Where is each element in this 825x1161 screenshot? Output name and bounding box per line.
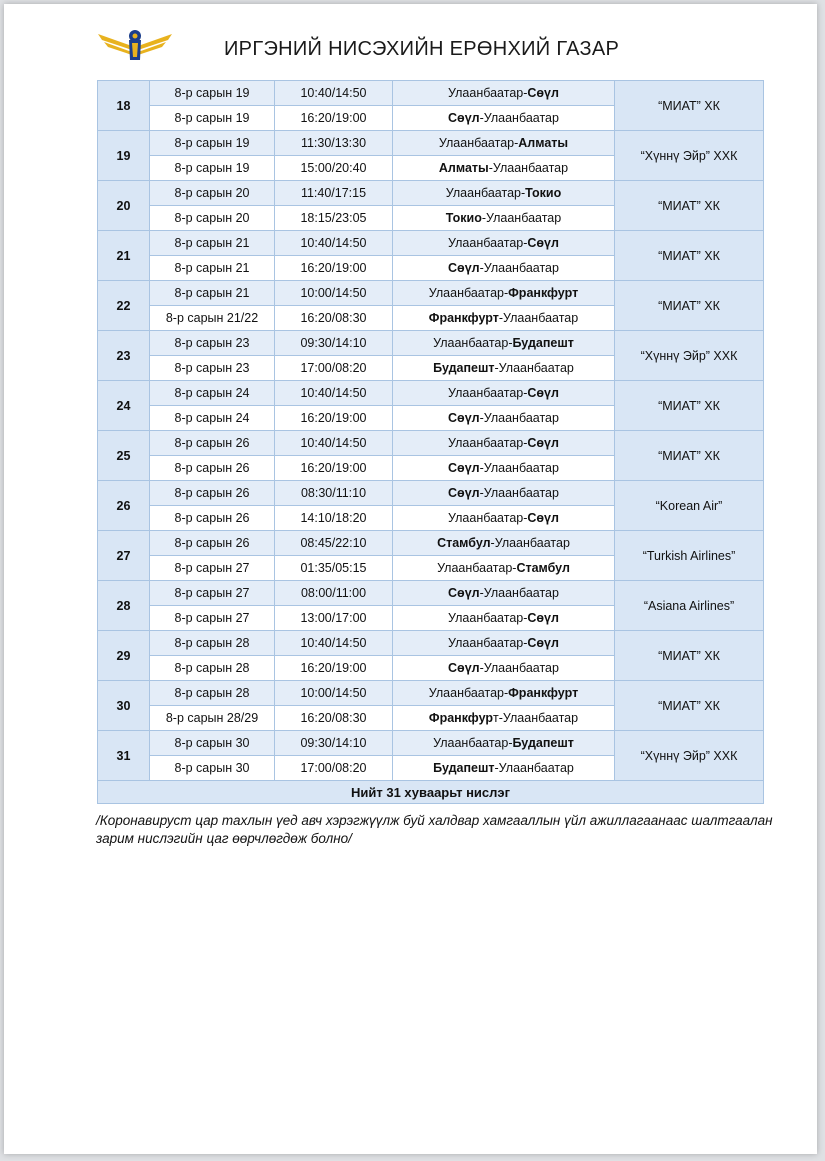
flight-date: 8-р сарын 28	[150, 656, 275, 681]
flight-route	[393, 256, 615, 281]
route-origin: Улаанбаатар-	[448, 511, 528, 525]
flight-time: 10:40/14:50	[275, 381, 393, 406]
table-row	[98, 431, 764, 456]
flight-date: 8-р сарын 21	[150, 256, 275, 281]
flight-number: 21	[98, 231, 150, 281]
route-origin: Сөүл	[448, 661, 480, 675]
flight-route	[393, 656, 615, 681]
table-row	[98, 181, 764, 206]
flight-number: 20	[98, 181, 150, 231]
flight-time: 08:45/22:10	[275, 531, 393, 556]
flight-date: 8-р сарын 19	[150, 106, 275, 131]
route-destination: -Улаанбаатар	[479, 586, 559, 600]
flight-route	[393, 531, 615, 556]
airline-name: “МИАТ” ХК	[615, 231, 764, 281]
flight-route	[393, 631, 615, 656]
flight-time: 16:20/19:00	[275, 656, 393, 681]
airline-name: “Asiana Airlines”	[615, 581, 764, 631]
flight-route	[393, 556, 615, 581]
route-destination: -Улаанбаатар	[479, 461, 559, 475]
table-row	[98, 81, 764, 106]
table-row	[98, 131, 764, 156]
flight-route	[393, 181, 615, 206]
flight-time: 16:20/19:00	[275, 256, 393, 281]
flight-time: 08:30/11:10	[275, 481, 393, 506]
route-origin: Сөүл	[448, 411, 480, 425]
flight-route	[393, 681, 615, 706]
route-destination: Сөүл	[527, 436, 559, 450]
flight-time: 16:20/08:30	[275, 706, 393, 731]
flight-date: 8-р сарын 24	[150, 381, 275, 406]
flight-time: 17:00/08:20	[275, 356, 393, 381]
flight-date: 8-р сарын 21	[150, 231, 275, 256]
route-origin: Токио	[445, 211, 482, 225]
route-destination: -Улаанбаатар	[479, 261, 559, 275]
flight-date: 8-р сарын 30	[150, 731, 275, 756]
route-destination: Сөүл	[527, 236, 559, 250]
flight-route	[393, 306, 615, 331]
route-origin: Улаанбаатар-	[445, 186, 526, 200]
flight-date: 8-р сарын 27	[150, 606, 275, 631]
route-origin: Улаанбаатар-	[438, 136, 519, 150]
airline-name: “МИАТ” ХК	[615, 181, 764, 231]
flight-time: 15:00/20:40	[275, 156, 393, 181]
airline-name: “Хүннү Эйр” ХХК	[615, 731, 764, 781]
flight-number: 19	[98, 131, 150, 181]
airline-name: “МИАТ” ХК	[615, 431, 764, 481]
flight-date: 8-р сарын 30	[150, 756, 275, 781]
route-origin: Сөүл	[448, 111, 480, 125]
route-destination: Будапешт	[512, 736, 574, 750]
table-row	[98, 331, 764, 356]
route-origin: Улаанбаатар-	[448, 611, 528, 625]
flight-date: 8-р сарын 26	[150, 431, 275, 456]
flight-schedule-table	[97, 80, 764, 804]
flight-route	[393, 606, 615, 631]
flight-date: 8-р сарын 27	[150, 556, 275, 581]
flight-time: 01:35/05:15	[275, 556, 393, 581]
route-origin: Улаанбаатар-	[448, 636, 528, 650]
flight-time: 16:20/19:00	[275, 106, 393, 131]
route-destination: Сөүл	[527, 636, 559, 650]
route-destination: Будапешт	[512, 336, 574, 350]
table-row	[98, 731, 764, 756]
flight-time: 10:40/14:50	[275, 81, 393, 106]
route-destination: -Улаанбаатар	[494, 361, 574, 375]
route-destination: Франкфурт	[508, 286, 579, 300]
flight-date: 8-р сарын 23	[150, 356, 275, 381]
flight-date: 8-р сарын 20	[150, 181, 275, 206]
flight-time: 13:00/17:00	[275, 606, 393, 631]
flight-time: 16:20/19:00	[275, 406, 393, 431]
document-page	[4, 4, 817, 1154]
route-origin: Улаанбаатар-	[448, 436, 528, 450]
flight-time: 10:40/14:50	[275, 431, 393, 456]
route-destination: Токио	[525, 186, 562, 200]
flight-number: 22	[98, 281, 150, 331]
route-origin: Улаанбаатар-	[448, 386, 528, 400]
route-destination: Франкфурт	[508, 686, 579, 700]
flight-number: 23	[98, 331, 150, 381]
route-destination: -Улаанбаатар	[481, 211, 562, 225]
airline-name: “МИАТ” ХК	[615, 681, 764, 731]
flight-date: 8-р сарын 26	[150, 506, 275, 531]
airline-name: “Turkish Airlines”	[615, 531, 764, 581]
table-row	[98, 231, 764, 256]
route-origin: Улаанбаатар-	[428, 286, 509, 300]
flight-number: 31	[98, 731, 150, 781]
flight-time: 10:40/14:50	[275, 231, 393, 256]
flight-route	[393, 81, 615, 106]
airline-name: “МИАТ” ХК	[615, 381, 764, 431]
schedule-note: /Коронавируст цар тахлын үед авч хэрэгжүүлж буй халдвар хамгааллын үйл ажиллагаанаас шалтгаалан зарим нислэгийн цаг өөрчлөгдөж болно/	[96, 813, 773, 846]
flight-time: 16:20/19:00	[275, 456, 393, 481]
flight-route	[393, 756, 615, 781]
flight-number: 26	[98, 481, 150, 531]
airline-name: “Korean Air”	[615, 481, 764, 531]
route-origin: Улаанбаатар-	[448, 236, 528, 250]
route-origin: Улаанбаатар-	[433, 736, 513, 750]
route-destination: -Улаанбаатар	[479, 111, 559, 125]
route-origin: Улаанбаатар-	[448, 86, 528, 100]
flight-time: 10:40/14:50	[275, 631, 393, 656]
flight-date: 8-р сарын 28	[150, 631, 275, 656]
flight-time: 18:15/23:05	[275, 206, 393, 231]
flight-date: 8-р сарын 23	[150, 331, 275, 356]
flight-route	[393, 481, 615, 506]
route-origin: Франкфур	[428, 711, 493, 725]
flight-date: 8-р сарын 27	[150, 581, 275, 606]
flight-date: 8-р сарын 21	[150, 281, 275, 306]
flight-number: 30	[98, 681, 150, 731]
route-origin: Улаанбаатар-	[428, 686, 509, 700]
table-row	[98, 781, 764, 804]
flight-date: 8-р сарын 28	[150, 681, 275, 706]
flight-route	[393, 106, 615, 131]
flight-route	[393, 406, 615, 431]
airline-name: “МИАТ” ХК	[615, 81, 764, 131]
route-destination: -Улаанбаатар	[488, 161, 569, 175]
flight-route	[393, 231, 615, 256]
flight-route	[393, 331, 615, 356]
flight-time: 08:00/11:00	[275, 581, 393, 606]
total-flights: Нийт 31 хуваарьт нислэг	[98, 781, 764, 804]
flight-route	[393, 281, 615, 306]
flight-date: 8-р сарын 19	[150, 156, 275, 181]
flight-time: 09:30/14:10	[275, 331, 393, 356]
flight-time: 10:00/14:50	[275, 681, 393, 706]
table-row	[98, 381, 764, 406]
route-destination: Сөүл	[527, 86, 559, 100]
airline-name: “Хүннү Эйр” ХХК	[615, 331, 764, 381]
table-row	[98, 531, 764, 556]
flight-route	[393, 206, 615, 231]
flight-number: 29	[98, 631, 150, 681]
civil-aviation-emblem-icon	[96, 26, 174, 66]
flight-route	[393, 356, 615, 381]
flight-date: 8-р сарын 28/29	[150, 706, 275, 731]
flight-date: 8-р сарын 24	[150, 406, 275, 431]
route-destination: -Улаанбаатар	[479, 486, 559, 500]
route-origin: Алматы	[438, 161, 489, 175]
route-origin: Сөүл	[448, 586, 480, 600]
flight-date: 8-р сарын 19	[150, 131, 275, 156]
flight-route	[393, 431, 615, 456]
flight-number: 28	[98, 581, 150, 631]
table-row	[98, 281, 764, 306]
route-destination: -Улаанбаатар	[490, 536, 570, 550]
route-origin: Стамбул	[437, 536, 491, 550]
table-row	[98, 581, 764, 606]
flight-route	[393, 706, 615, 731]
route-destination: Стамбул	[516, 561, 570, 575]
flight-time: 11:40/17:15	[275, 181, 393, 206]
route-origin: Будапешт	[433, 361, 495, 375]
flight-date: 8-р сарын 26	[150, 531, 275, 556]
route-origin: Сөүл	[448, 261, 480, 275]
airline-name: “МИАТ” ХК	[615, 631, 764, 681]
flight-time: 14:10/18:20	[275, 506, 393, 531]
flight-route	[393, 456, 615, 481]
flight-route	[393, 731, 615, 756]
flight-number: 18	[98, 81, 150, 131]
flight-date: 8-р сарын 26	[150, 481, 275, 506]
route-origin: Франкфурт	[428, 311, 499, 325]
airline-name: “Хүннү Эйр” ХХК	[615, 131, 764, 181]
flight-date: 8-р сарын 19	[150, 81, 275, 106]
organization-title: ИРГЭНИЙ НИСЭХИЙН ЕРӨНХИЙ ГАЗАР	[224, 38, 620, 60]
route-origin: Сөүл	[448, 461, 480, 475]
flight-route	[393, 131, 615, 156]
route-destination: Сөүл	[527, 511, 559, 525]
flight-time: 17:00/08:20	[275, 756, 393, 781]
route-destination: Сөүл	[527, 611, 559, 625]
flight-route	[393, 506, 615, 531]
route-origin: Будапешт	[433, 761, 495, 775]
flight-route	[393, 156, 615, 181]
route-destination: -Улаанбаатар	[479, 661, 559, 675]
flight-date: 8-р сарын 26	[150, 456, 275, 481]
flight-time: 10:00/14:50	[275, 281, 393, 306]
route-destination: -Улаанбаатар	[494, 761, 574, 775]
route-origin: Сөүл	[448, 486, 480, 500]
route-destination: -Улаанбаатар	[498, 311, 579, 325]
flight-route	[393, 381, 615, 406]
flight-date: 8-р сарын 21/22	[150, 306, 275, 331]
table-row	[98, 681, 764, 706]
flight-time: 16:20/08:30	[275, 306, 393, 331]
table-row	[98, 631, 764, 656]
flight-date: 8-р сарын 20	[150, 206, 275, 231]
flight-time: 11:30/13:30	[275, 131, 393, 156]
flight-number: 27	[98, 531, 150, 581]
flight-time: 09:30/14:10	[275, 731, 393, 756]
route-origin: Улаанбаатар-	[437, 561, 517, 575]
table-row	[98, 481, 764, 506]
flight-route	[393, 581, 615, 606]
route-origin: Улаанбаатар-	[433, 336, 513, 350]
airline-name: “МИАТ” ХК	[615, 281, 764, 331]
route-destination: т-Улаанбаатар	[493, 711, 579, 725]
route-destination: -Улаанбаатар	[479, 411, 559, 425]
route-destination: Сөүл	[527, 386, 559, 400]
flight-number: 25	[98, 431, 150, 481]
route-destination: Алматы	[518, 136, 569, 150]
flight-number: 24	[98, 381, 150, 431]
